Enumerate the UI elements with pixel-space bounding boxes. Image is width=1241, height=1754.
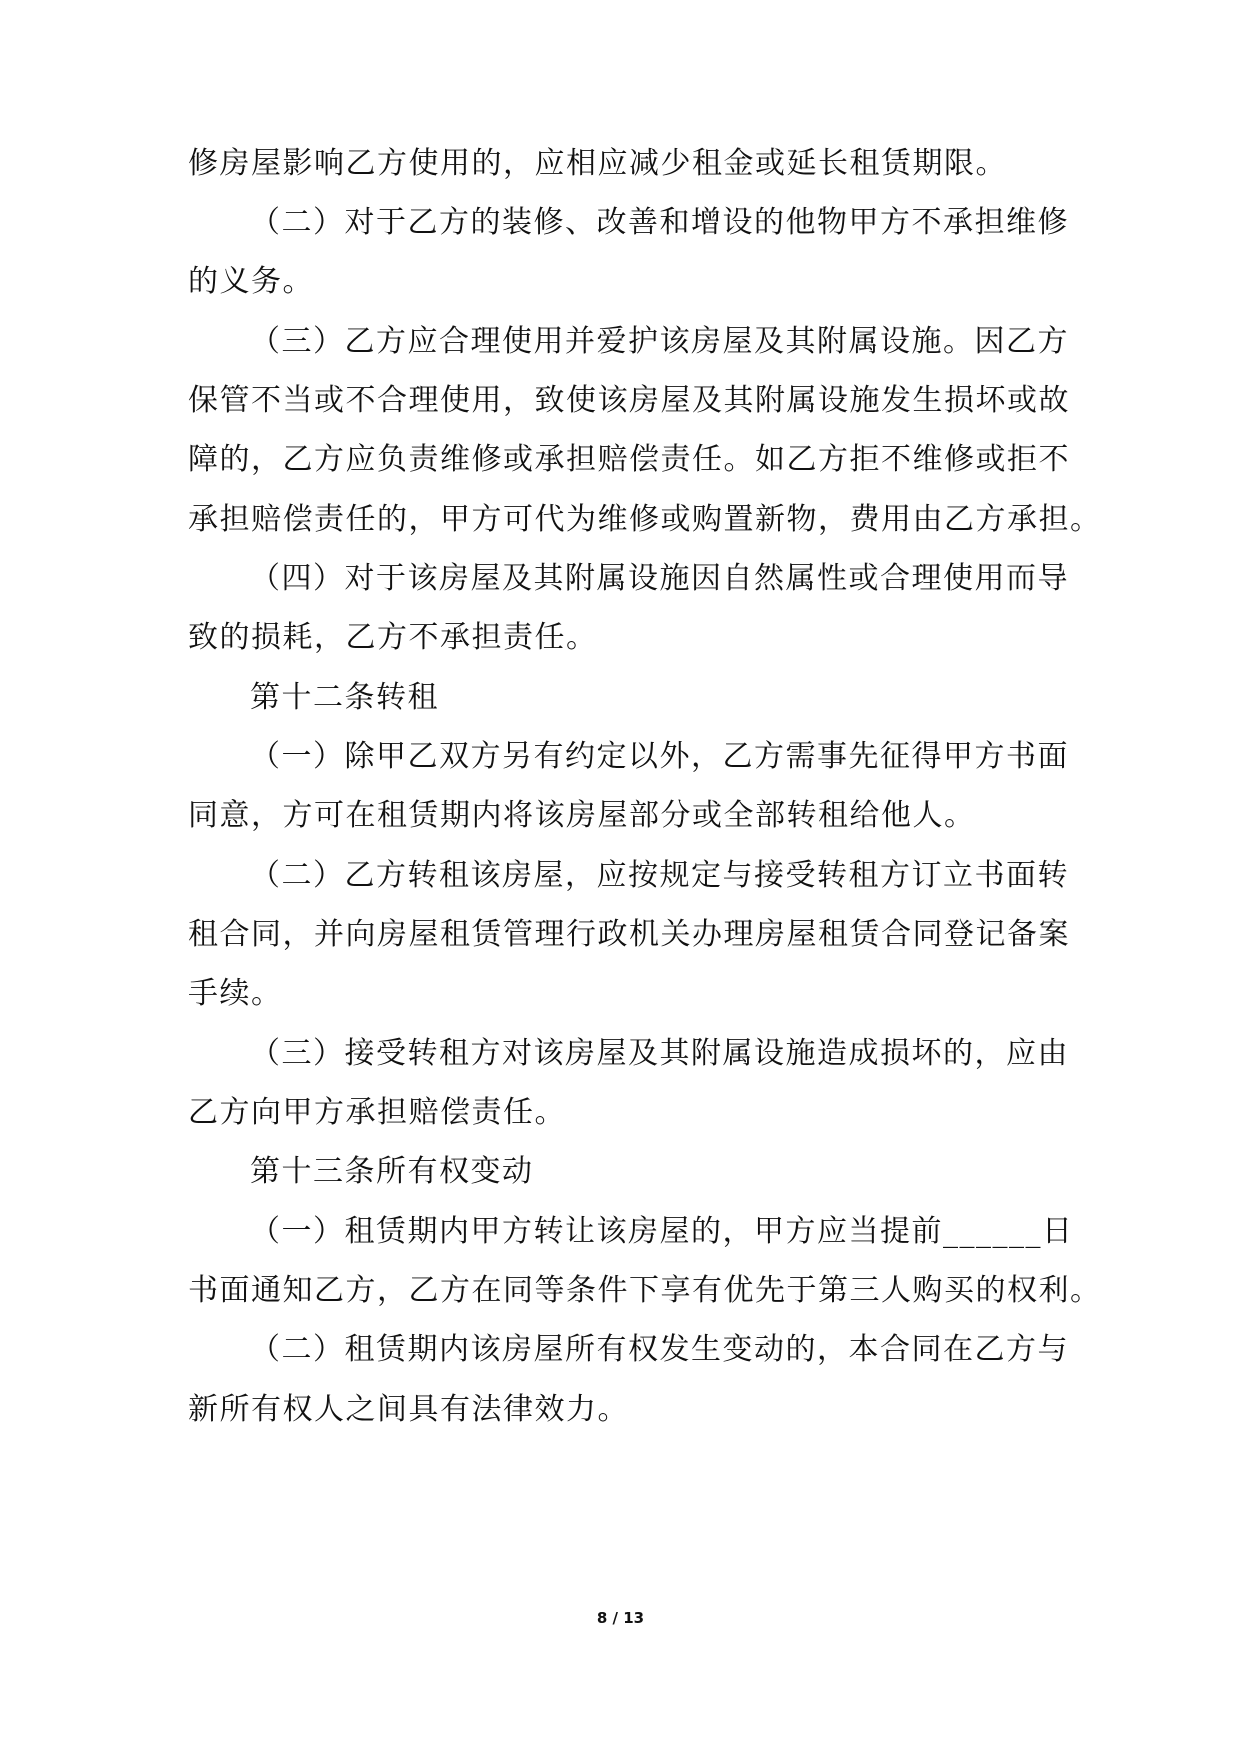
text-line-12: 同意，方可在租赁期内将该房屋部分或全部转租给他人。 bbox=[188, 798, 976, 833]
text-line-11: （一）除甲乙双方另有约定以外，乙方需事先征得甲方书面 bbox=[250, 739, 1069, 774]
text-line-2: （二）对于乙方的装修、改善和增设的他物甲方不承担维修 bbox=[250, 205, 1069, 240]
section-heading-13: 第十三条所有权变动 bbox=[250, 1154, 534, 1189]
text-line-9: 致的损耗，乙方不承担责任。 bbox=[188, 620, 598, 655]
text-line-21: （二）租赁期内该房屋所有权发生变动的，本合同在乙方与 bbox=[250, 1332, 1069, 1367]
text-line-8: （四）对于该房屋及其附属设施因自然属性或合理使用而导 bbox=[250, 561, 1069, 596]
text-line-17: 乙方向甲方承担赔偿责任。 bbox=[188, 1095, 566, 1130]
text-line-1: 修房屋影响乙方使用的，应相应减少租金或延长租赁期限。 bbox=[188, 146, 1007, 181]
text-line-19: （一）租赁期内甲方转让该房屋的，甲方应当提前______日 bbox=[250, 1214, 1074, 1249]
text-line-4: （三）乙方应合理使用并爱护该房屋及其附属设施。因乙方 bbox=[250, 324, 1069, 359]
text-line-13: （二）乙方转租该房屋，应按规定与接受转租方订立书面转 bbox=[250, 858, 1069, 893]
text-line-5: 保管不当或不合理使用，致使该房屋及其附属设施发生损坏或故 bbox=[188, 383, 1070, 418]
text-line-22: 新所有权人之间具有法律效力。 bbox=[188, 1392, 629, 1427]
text-line-7: 承担赔偿责任的，甲方可代为维修或购置新物，费用由乙方承担。 bbox=[188, 502, 1102, 537]
text-line-6: 障的，乙方应负责维修或承担赔偿责任。如乙方拒不维修或拒不 bbox=[188, 442, 1070, 477]
text-line-14: 租合同，并向房屋租赁管理行政机关办理房屋租赁合同登记备案 bbox=[188, 917, 1070, 952]
text-line-3: 的义务。 bbox=[188, 264, 314, 299]
text-line-20: 书面通知乙方，乙方在同等条件下享有优先于第三人购买的权利。 bbox=[188, 1273, 1102, 1308]
text-line-15: 手续。 bbox=[188, 976, 283, 1011]
text-line-16: （三）接受转租方对该房屋及其附属设施造成损坏的，应由 bbox=[250, 1036, 1069, 1071]
section-heading-12: 第十二条转租 bbox=[250, 680, 439, 715]
page-number: 8 / 13 bbox=[596, 1609, 645, 1627]
